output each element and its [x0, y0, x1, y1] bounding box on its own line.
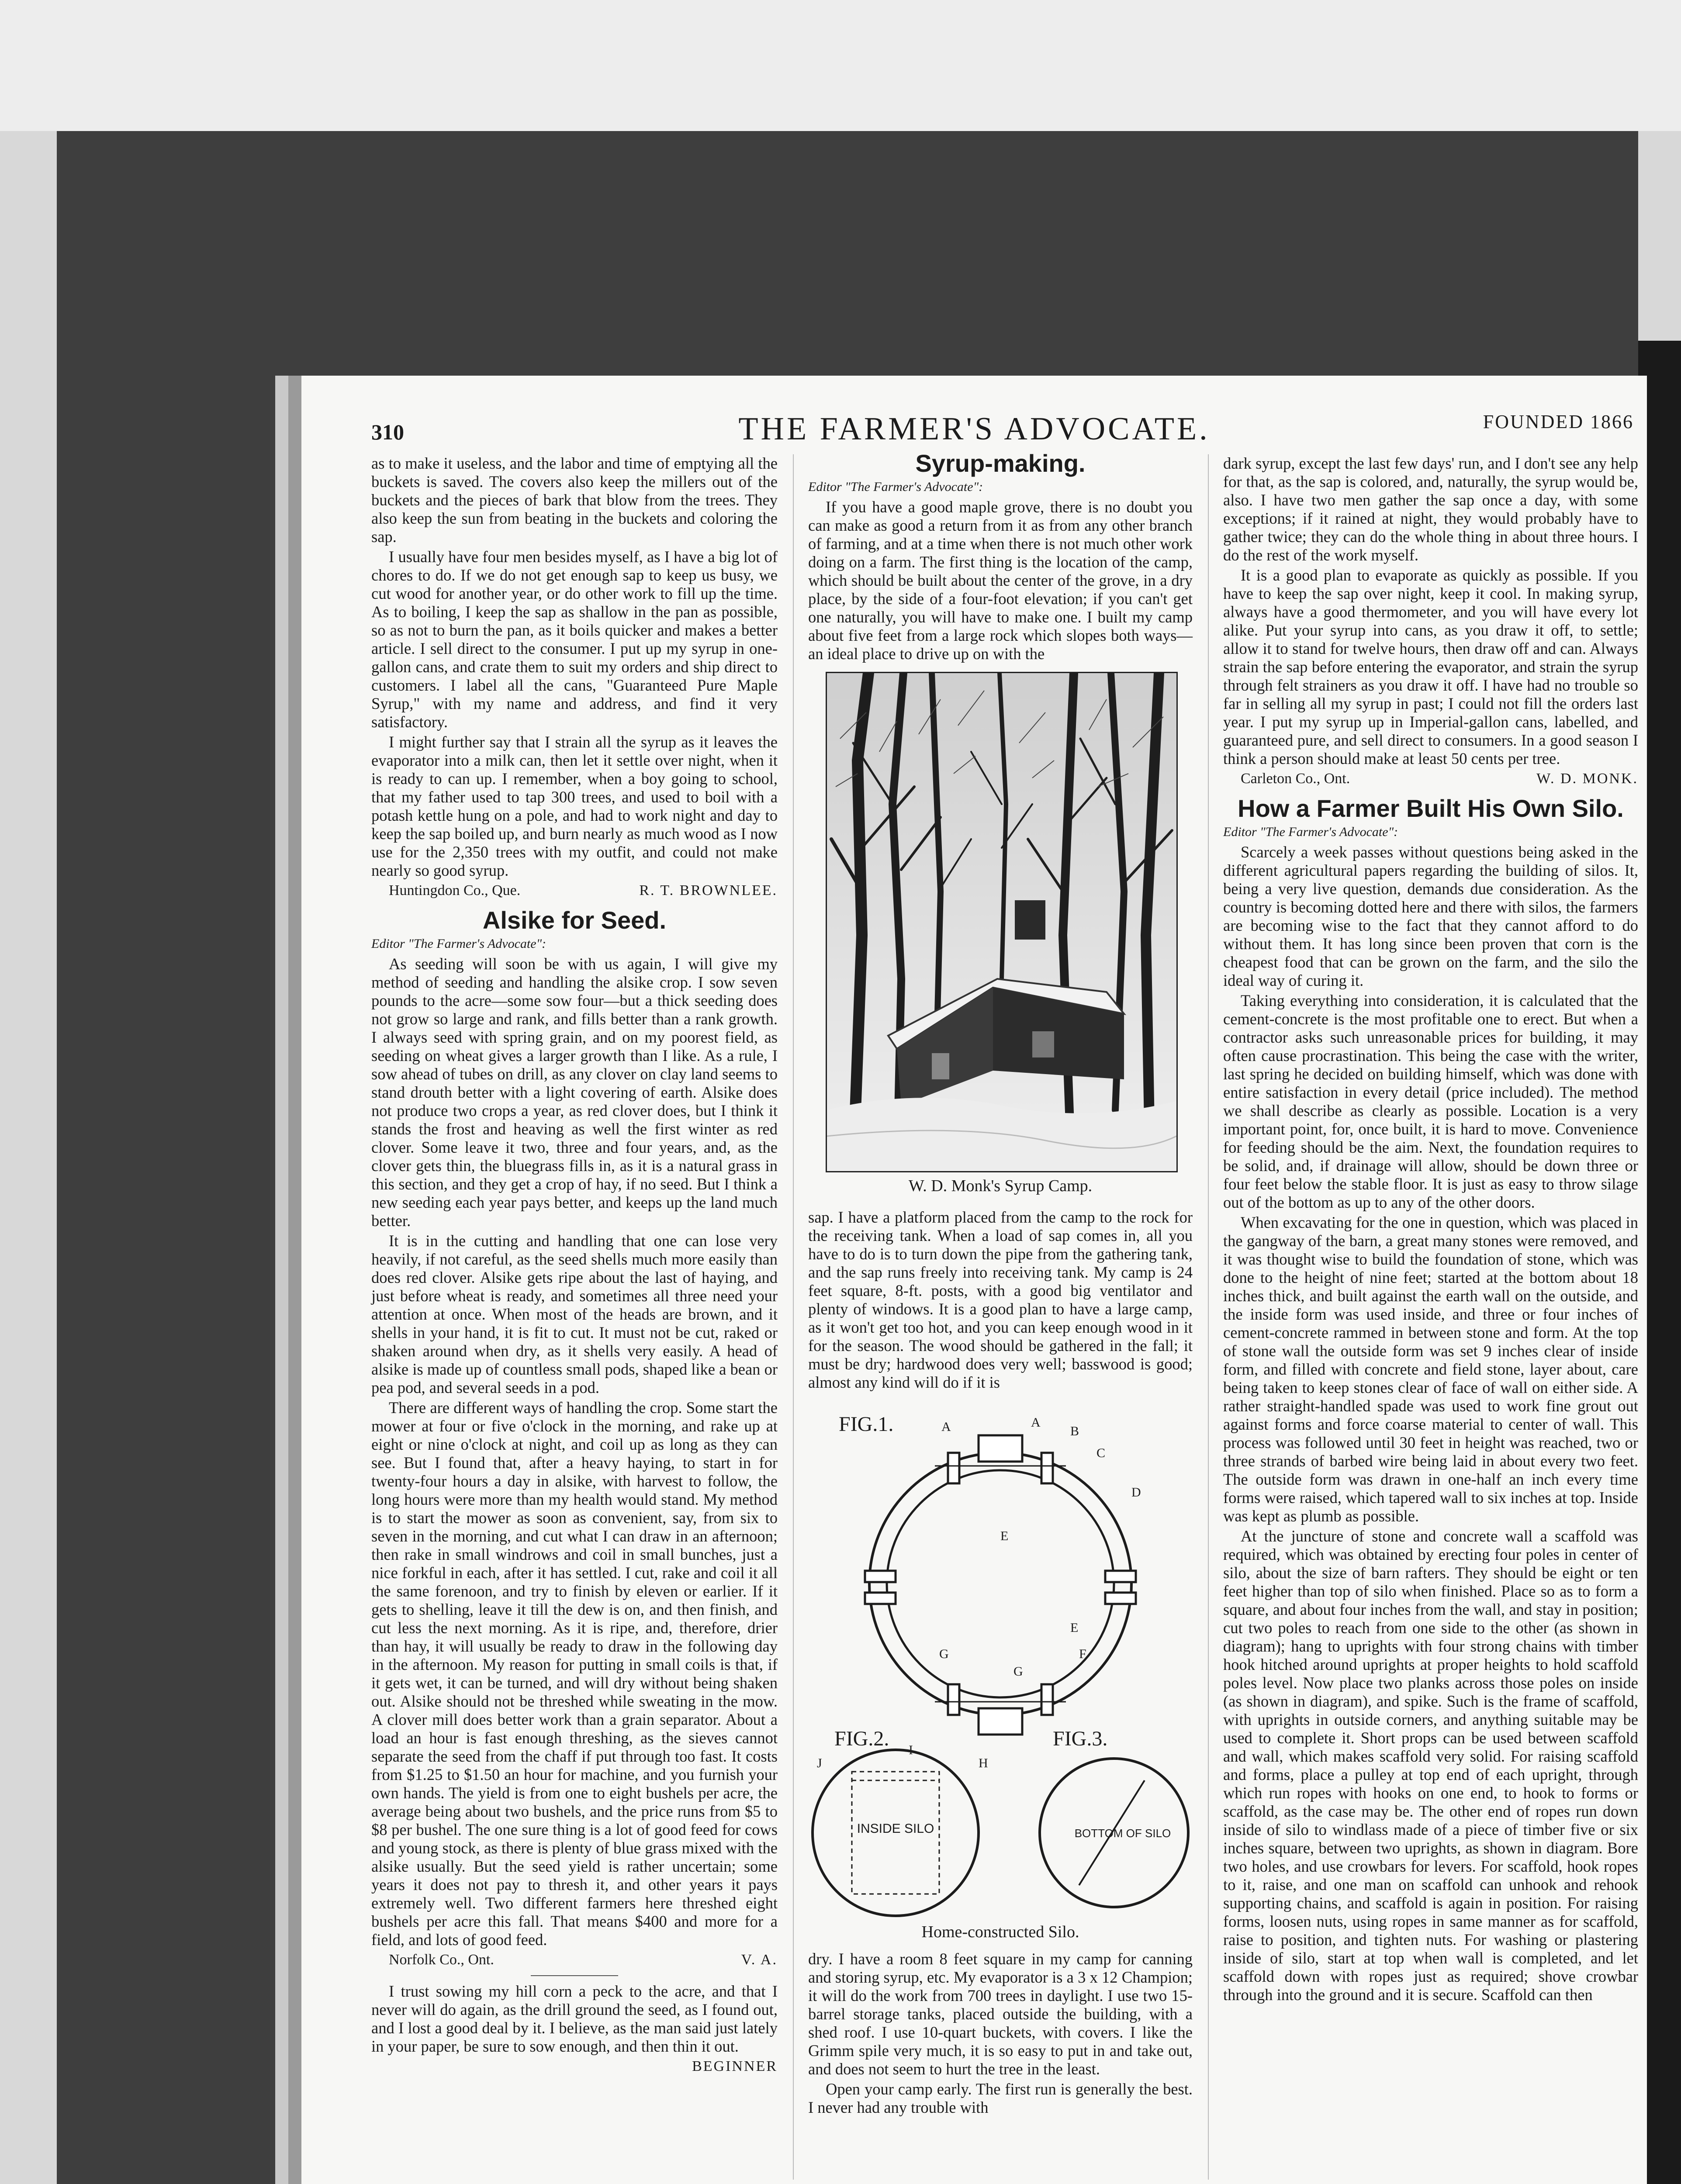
photo-caption: W. D. Monk's Syrup Camp.: [908, 1177, 1093, 1195]
signature-name: W. D. MONK.: [1536, 771, 1638, 787]
paragraph: When excavating for the one in question, which was placed in the gangway of the barn, a great many stones were removed, and it was thought wise to build the foundation of stone, which was done to the height of nine feet; started at the bottom about 18 inches thick, and built against the earth wall on the outside, and the inside form was used inside, and three or four inches of cement-concrete rammed in between stone and form. At the top of stone wall the outside form was set 9 inches clear of inside form, and filled with concrete and field stone, layer about, care being taken to keep stones clear of face of wall on either side. A rather straight-handled spade was used to work fine grout out against forms and force coarse material to center of wall. This process was followed until 30 feet in height was reached, two or three strands of barbed wire being laid in about every two feet. The outside form was drawn in one-half an inch every time forms were raised, which tapered wall to six inches at top. Inside was kept as plumb as possible.: [1223, 1213, 1638, 1525]
signature-name: BEGINNER: [692, 2058, 778, 2074]
fig3-label: FIG.3.: [1053, 1727, 1108, 1750]
diagram-label: H: [979, 1756, 988, 1770]
divider: [531, 1975, 618, 1976]
paragraph: Open your camp early. The first run is generally the best. I never had any trouble with: [808, 2080, 1193, 2116]
diagram-label: G: [1013, 1664, 1023, 1679]
diagram-label: B: [1070, 1424, 1079, 1438]
diagram-label: D: [1131, 1485, 1141, 1500]
paragraph: It is in the cutting and handling that one can lose very heavily, if not careful, as the seed shells much more easily than does red clover. Alsike gets ripe about the last of haying, and just before wheat is ready, and sometimes all three need your attention at once. When most of the heads are brown, and it shells in your hand, it is fit to cut. It must not be cut, raked or shaken around when dry, as it shells very easily. A head of alsike is made up of countless small pods, shaped like a bean or pea pod, and several seeds in a pod.: [371, 1232, 778, 1396]
silo-diagram-drawing: [808, 1396, 1193, 1920]
scan-border-top: [0, 0, 1681, 131]
paragraph: As seeding will soon be with us again, I will give my method of seeding and handling the alsike crop. I sow seven pounds to the acre—some sow four—but a thick seeding does not grow so large and rank, and fills better than a rank growth. I always seed with spring grain, and on my poorest field, as seeding on wheat gives a larger growth than I like. As a rule, I sow ahead of tubes on drill, as any clover on clay land seems to stand drouth better with a light covering of earth. Alsike does not produce two crops a year, as red clover does, but I think it stands the frost and heaving as well the first winter as red clover. Some leave it two, three and four years, and, as the clover gets thin, the bluegrass fills in, as it is a natural grass in this section, and they get a crop of hay, if no seed. But I think a new seeding each year pays better, and keeps up the land much better.: [371, 955, 778, 1230]
editor-line: Editor "The Farmer's Advocate":: [371, 936, 546, 951]
signature: [389, 881, 778, 900]
syrup-camp-photo: [826, 672, 1178, 1172]
signature-place: Huntingdon Co., Que.: [389, 882, 521, 898]
paragraph: sap. I have a platform placed from the camp to the rock for the receiving tank. When a load of sap comes in, all you have to do is to turn down the pipe from the gathering tank, and the sap runs freely into receiving tank. My camp is 24 feet square, 8-ft. posts, with a good big ventilator and plenty of windows. It is a good plan to have a large camp, as it won't get too hot, and you can keep enough wood in it for the season. The wood should be gathered in the fall; it must be dry; hardwood does very well; basswood is good; almost any kind will do if it is: [808, 1208, 1193, 1391]
inside-silo-label: INSIDE SILO: [857, 1821, 934, 1836]
signature-place: Carleton Co., Ont.: [1241, 771, 1350, 787]
column-right: [1223, 454, 1638, 2006]
bottom-of-silo-label: BOTTOM OF SILO: [1074, 1827, 1171, 1840]
signature-place: Norfolk Co., Ont.: [389, 1952, 494, 1968]
paragraph: I usually have four men besides myself, as I have a big lot of chores to do. If we do not get enough sap to keep us busy, we cut wood for another year, or do other work to fill up the time. As to boiling, I keep the sap as shallow in the pan as possible, so as not to burn the pan, as it boils quicker and makes a better article. I sell direct to the consumer. I put up my syrup in one-gallon cans, and crate them to suit my orders and ship direct to customers. I label all the cans, "Guaranteed Pure Maple Syrup," with my name and address, and find it very satisfactory.: [371, 548, 778, 731]
page-number: 310: [371, 420, 404, 444]
diagram-label: E: [1000, 1529, 1009, 1543]
article-heading: Syrup-making.: [915, 449, 1086, 477]
paragraph: It is a good plan to evaporate as quickly as possible. If you have to keep the sap over night, keep it cool. In making syrup, always have a good thermometer, and you will have every lot alike. Put your syrup into cans, as you draw it off, to settle; allow it to stand for twelve hours, then draw off and can. Always strain the sap before entering the evaporator, and strain the syrup through felt strainers as you draw it off. I have had no trouble so far in selling all my syrup in past; I could not fill the orders last year. I put my syrup up in Imperial-gallon cans, labelled, and guaranteed pure, and sell direct to consumers. In a good season I think a person should make at least 50 cents per tree.: [1223, 566, 1638, 767]
paragraph: I trust sowing my hill corn a peck to the acre, and that I never will do again, as the drill ground the seed, as I found out, and I lost a good deal by it. I believe, as the man said just lately in your paper, be sure to sow enough, and then thin it out.: [371, 1982, 778, 2055]
signature-name: R. T. BROWNLEE.: [639, 882, 778, 898]
signature: [389, 1951, 778, 1969]
paragraph: dark syrup, except the last few days' run, and I don't see any help for that, as the sap is colored, and, naturally, the syrup would be, also. I have two men gather the sap once a day, with some exceptions; if it rained at night, they would probably have to gather twice; they can do the whole thing in about three hours. I do the rest of the work myself.: [1223, 454, 1638, 564]
masthead-title: THE FARMER'S ADVOCATE.: [738, 411, 1210, 447]
column-rule: [793, 454, 794, 2180]
paragraph: There are different ways of handling the crop. Some start the mower at four or five o'clock in the morning, and rake up at eight or nine o'clock at night, and coil up as long as they can see. But I found that, after a heavy haying, to start in for twenty-four hours a day in alsike, with harvest to follow, the long hours were more than my health would stand. My method is to start the mower as soon as convenient, say, from six to seven in the morning, and cut what I can draw in an afternoon; then rake in small windrows and coil in small bunches, just a nice forkful in each, after it has settled. I cut, rake and coil it all the same forenoon, and try to finish by eleven or earlier. If it gets to shelling, leave it till the dew is on, and then finish, and cut less the next morning. As it is ripe, and, therefore, drier than hay, it will usually be ready to draw in the following day in the afternoon. My reason for putting in small coils is that, if it gets wet, it can be turned, and will dry without being shaken out. Alsike should not be threshed while sweating in the mow. A clover mill does better work than a grain separator. About a load an hour is fast enough threshing, as the sieves cannot separate the seed from the chaff if put through too fast. It costs from $1.25 to $1.50 an hour for machine, and you furnish your own hands. The yield is from one to eight bushels per acre, the average being about two bushels, and the price runs from $5 to $8 per bushel. The one sure thing is a lot of good feed for cows and young stock, as there is plenty of blue grass mixed with the alsike usually. But the seed yield is rather uncertain; some years it does not pay to thresh it, and other years it pays extremely well. Two different farmers here threshed eight bushels per acre this fall. That means $400 and more for a field, and lots of good feed.: [371, 1399, 778, 1949]
diagram-label: E: [1070, 1621, 1079, 1635]
signature-name: V. A.: [741, 1952, 778, 1968]
article-heading: How a Farmer Built His Own Silo.: [1238, 795, 1624, 822]
paragraph: I might further say that I strain all the syrup as it leaves the evaporator into a milk can, then let it settle over night, when it is ready to can up. I remember, when a boy going to school, that my father used to tap 300 trees, and used to boil with a potash kettle hung on a pole, and had to work night and day to keep the sap boiled up, and burn nearly as much wood as I now use for the 2,350 trees with my outfit, and could not make nearly so good syrup.: [371, 733, 778, 879]
paragraph: as to make it useless, and the labor and time of emptying all the buckets is saved. The covers also keep the millers out of the buckets and the pieces of bark that blow from the trees. They also keep the sun from beating in the buckets and coloring the sap.: [371, 454, 778, 546]
diagram-label: F: [1079, 1647, 1086, 1661]
fig2-label: FIG.2.: [834, 1727, 889, 1750]
diagram-label: J: [817, 1756, 822, 1770]
founded-label: FOUNDED 1866: [1483, 411, 1634, 432]
editor-line: Editor "The Farmer's Advocate":: [808, 480, 983, 494]
column-left: [371, 454, 778, 2080]
diagram-label: G: [939, 1647, 949, 1661]
diagram-label: I: [909, 1743, 913, 1757]
page-header: [301, 402, 1647, 446]
paragraph: Taking everything into consideration, it is calculated that the cement-concrete is the most profitable one to erect. But when a contractor asks such unreasonable prices for building, it may often cause procrastination. This being the case with the writer, last spring he decided on building himself, which was done with entire satisfaction in every detail (price included). The method we shall describe as clearly as possible. Location is a very important point, for, once built, it is hard to move. Convenience for feeding should be the aim. Next, the foundation requires to be solid, and, if drainage will allow, should be down three or four feet below the stable floor. It is just as easy to throw silage out of the bottom as up to any of the other doors.: [1223, 992, 1638, 1211]
paragraph: At the juncture of stone and concrete wall a scaffold was required, which was obtained by erecting four poles in center of silo, about the size of barn rafters. They should be eight or ten feet higher than top of silo when finished. Place so as to form a square, and about four inches from the wall, and stay in position; cut two poles to reach from one side to the other (as shown in diagram); hang to uprights with four strong chains with timber hook hitched around uprights at proper heights to hold scaffold poles level. Now place two planks across those poles on inside (as shown in diagram), and spike. Such is the frame of scaffold, with uprights in outside corners, and anything suitable may be used to complete it. Short props can be used between scaffold and wall, which makes scaffold very solid. For raising scaffold and forms, place a pulley at top end of each upright, through which run ropes with hooks on one end, to hook to forms or scaffold, as the case may be. The other end of ropes run down inside of silo to windlass made of a piece of timber five or six inches square, between two uprights, as shown in diagram. Bore two holes, and use crowbars for levers. For scaffold, hook ropes to it, raise, and one man on scaffold can unhook and rehook supporting chains, and scaffold is again in position. For raising forms, loosen nuts, using ropes in same manner as for scaffold, raise to position, and tighten nuts. For washing or plastering inside of silo, start at top when wall is completed, and let scaffold down with ropes just as required; shove crowbar through into the ground and it is secure. Scaffold can then: [1223, 1527, 1638, 2004]
silo-outer-wall: [869, 1453, 1131, 1715]
editor-line: Editor "The Farmer's Advocate":: [1223, 825, 1398, 839]
paragraph: dry. I have a room 8 feet square in my camp for canning and storing syrup, etc. My evaporator is a 3 x 12 Champion; it will do the work from 700 trees in daylight. I use two 15-barrel storage tanks, placed outside the building, with a shed roof. I use 10-quart buckets, with covers. I like the Grimm spile very much, it is so easy to put in and take out, and does not seem to hurt the tree in the least.: [808, 1950, 1193, 2078]
diagram-label: A: [941, 1420, 951, 1434]
paragraph: If you have a good maple grove, there is no doubt you can make as good a return from it as from any other branch of farming, and at a time when there is not much other work doing on a farm. The first thing is the location of the camp, which should be built about the center of the grove, in a dry place, by the side of a four-foot elevation; if you can't get one naturally, you will have to make one. I built my camp about five feet from a large rock which slopes both ways—an ideal place to drive up on with the: [808, 498, 1193, 663]
silo-diagram: [808, 1396, 1193, 1920]
diagram-caption: Home-constructed Silo.: [921, 1923, 1079, 1941]
paragraph: Scarcely a week passes without questions being asked in the different agricultural papers regarding the building of silos. It, being a very live question, demands due consideration. As the country is becoming dotted here and there with silos, the farmers are becoming wise to the fact that they cannot afford to do without them. It has long since been proven that corn is the cheapest food that can be grown on the farm, and the silo the ideal way of curing it.: [1223, 843, 1638, 989]
signature: [1241, 770, 1638, 788]
silo-inner-wall: [887, 1470, 1114, 1697]
column-rule: [1208, 454, 1209, 2180]
diagram-label: C: [1096, 1446, 1106, 1460]
photo-illustration: [827, 673, 1176, 1171]
diagram-label: A: [1031, 1415, 1041, 1430]
fig1-label: FIG.1.: [839, 1413, 894, 1436]
column-middle: [808, 449, 1193, 2118]
signature: [389, 2057, 778, 2076]
article-heading: Alsike for Seed.: [482, 906, 667, 934]
newspaper-page: [301, 376, 1647, 2184]
